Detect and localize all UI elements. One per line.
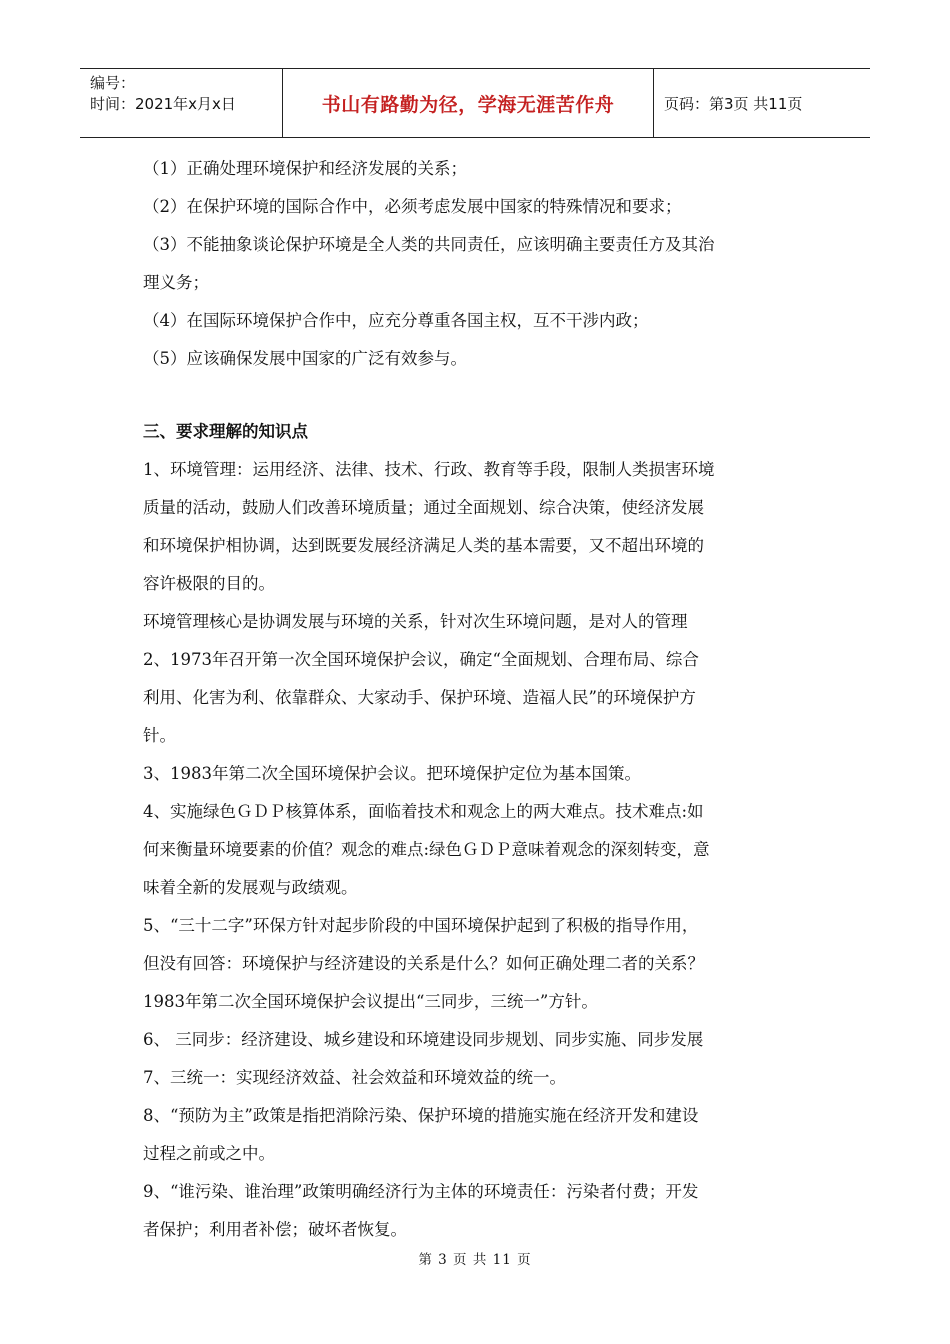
- point-line: 6、 三同步：经济建设、城乡建设和环境建设同步规划、同步实施、同步发展: [143, 1030, 704, 1049]
- principle-line: （5）应该确保发展中国家的广泛有效参与。: [143, 349, 467, 368]
- point-line: 针。: [143, 726, 176, 745]
- header-page-info: [654, 69, 870, 137]
- point-line: 但没有回答：环境保护与经济建设的关系是什么？如何正确处理二者的关系？: [143, 954, 704, 973]
- point-line: 质量的活动，鼓励人们改善环境质量；通过全面规划、综合决策，使经济发展: [143, 498, 704, 517]
- page-footer: [0, 1248, 950, 1268]
- page-info-text: 页码：第3页 共11页: [664, 94, 803, 113]
- point-line: 7、三统一：实现经济效益、社会效益和环境效益的统一。: [143, 1068, 566, 1087]
- principle-line: （4）在国际环境保护合作中，应充分尊重各国主权，互不干涉内政；: [143, 311, 649, 330]
- section-title: 三、要求理解的知识点: [143, 422, 308, 441]
- point-line: 利用、化害为利、依靠群众、大家动手、保护环境、造福人民”的环境保护方: [143, 688, 696, 707]
- point-line: 1、环境管理：运用经济、法律、技术、行政、教育等手段，限制人类损害环境: [143, 460, 715, 479]
- page-header: [80, 68, 870, 138]
- document-body: [143, 150, 813, 1249]
- principle-line: （1）正确处理环境保护和经济发展的关系；: [143, 159, 467, 178]
- point-line: 味着全新的发展观与政绩观。: [143, 878, 358, 897]
- principle-line: （2）在保护环境的国际合作中，必须考虑发展中国家的特殊情况和要求；: [143, 197, 682, 216]
- principle-line: （3）不能抽象谈论保护环境是全人类的共同责任，应该明确主要责任方及其治: [143, 235, 715, 254]
- header-meta: [80, 69, 283, 137]
- point-line: 者保护；利用者补偿；破坏者恢复。: [143, 1220, 407, 1239]
- point-line: 2、1973年召开第一次全国环境保护会议，确定“全面规划、合理布局、综合: [143, 650, 699, 669]
- point-line: 4、实施绿色ＧＤＰ核算体系，面临着技术和观念上的两大难点。技术难点:如: [143, 802, 704, 821]
- document-time-label: 时间：2021年x月x日: [90, 95, 236, 113]
- document-number-label: 编号：: [90, 74, 136, 92]
- section-spacer: [143, 378, 813, 413]
- principle-line: 理义务；: [143, 273, 209, 292]
- footer-page-number: 第 3 页 共 11 页: [418, 1252, 532, 1268]
- point-line: 5、“三十二字”环保方针对起步阶段的中国环境保护起到了积极的指导作用，: [143, 916, 699, 935]
- point-line: 9、“谁污染、谁治理”政策明确经济行为主体的环境责任：污染者付费；开发: [143, 1182, 699, 1201]
- point-line: 8、“预防为主”政策是指把消除污染、保护环境的措施实施在经济开发和建设: [143, 1106, 699, 1125]
- point-line: 容许极限的目的。: [143, 574, 275, 593]
- point-line: 1983年第二次全国环境保护会议提出“三同步，三统一”方针。: [143, 992, 598, 1011]
- point-line: 过程之前或之中。: [143, 1144, 275, 1163]
- motto-text: 书山有路勤为径，学海无涯苦作舟: [321, 93, 615, 116]
- point-line: 环境管理核心是协调发展与环境的关系，针对次生环境问题，是对人的管理: [143, 612, 688, 631]
- header-motto: [283, 69, 654, 137]
- point-line: 何来衡量环境要素的价值？观念的难点:绿色ＧＤＰ意味着观念的深刻转变，意: [143, 840, 710, 859]
- point-line: 3、1983年第二次全国环境保护会议。把环境保护定位为基本国策。: [143, 764, 641, 783]
- point-line: 和环境保护相协调，达到既要发展经济满足人类的基本需要，又不超出环境的: [143, 536, 704, 555]
